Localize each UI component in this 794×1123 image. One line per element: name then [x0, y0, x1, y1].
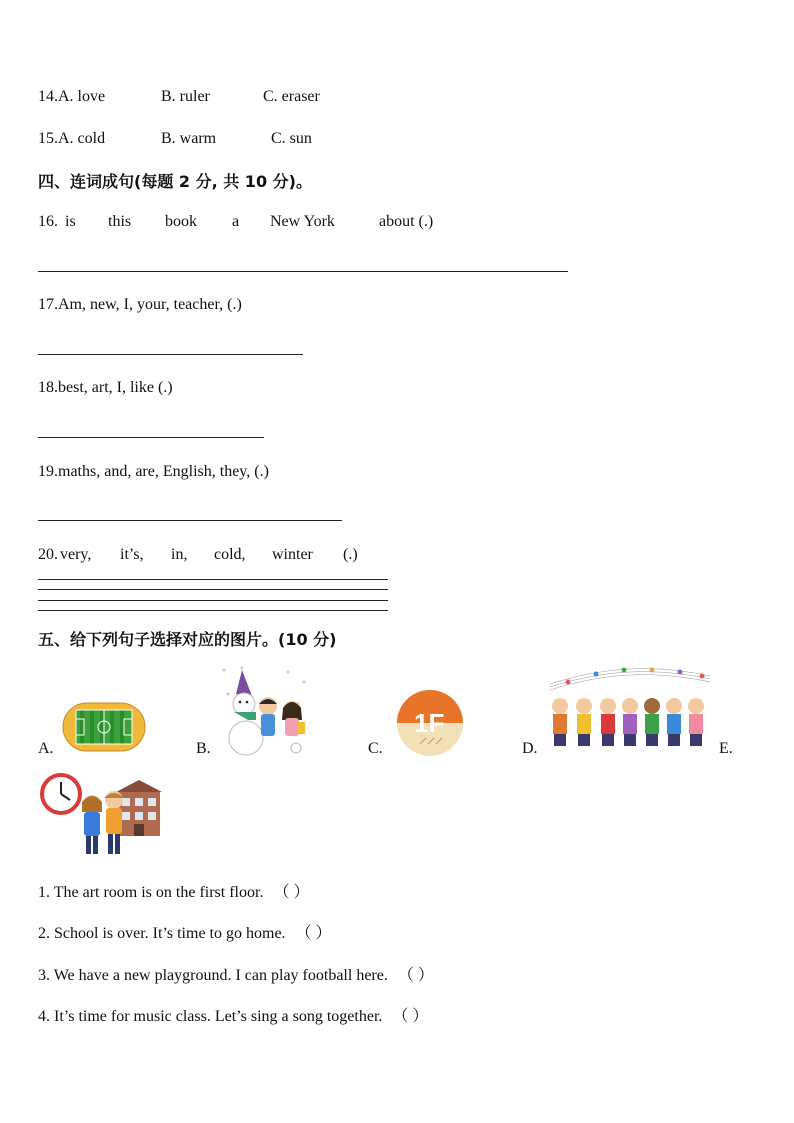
q20-word: very, — [60, 546, 92, 563]
q15-option-a: A. cold — [58, 130, 106, 147]
going-home-image — [40, 772, 162, 858]
q20-word: winter — [272, 546, 313, 563]
q14-row — [38, 88, 105, 106]
q16-word: a — [232, 213, 240, 230]
sentence-text: 1. The art room is on the first floor. — [38, 884, 264, 901]
answer-blank[interactable]: （ ） — [295, 925, 332, 942]
q14-number: 14. — [38, 88, 58, 105]
q20-row — [38, 546, 58, 564]
q16-number: 16. — [38, 213, 58, 230]
q16-word: about (.) — [379, 213, 434, 230]
q15-row — [38, 130, 105, 148]
sentence-text: 3. We have a new playground. I can play football here. — [38, 967, 388, 984]
answer-blank[interactable]: （ ） — [273, 884, 310, 901]
sentence-row — [38, 1003, 428, 1026]
clock-icon — [42, 775, 80, 813]
floor-sign-number: 1F — [414, 708, 445, 738]
section4-title: 四、连词成句(每题 2 分, 共 10 分)。 — [38, 172, 312, 191]
children-singing-image — [546, 662, 714, 756]
q17-text: 17.Am, new, I, your, teacher, (.) — [38, 296, 242, 313]
q16-word: New York — [270, 213, 335, 230]
q20-word: in, — [171, 546, 188, 563]
sentence-row — [38, 962, 434, 985]
music-note-icon — [566, 668, 705, 685]
q14-option-b: B. ruler — [161, 88, 210, 105]
q18-answer-line[interactable] — [38, 437, 264, 438]
option-c-label: C. — [368, 740, 383, 757]
first-floor-sign-image — [394, 690, 466, 756]
q20-word: cold, — [214, 546, 246, 563]
snowman-image — [218, 664, 312, 756]
sentence-row — [38, 879, 309, 902]
option-a-label: A. — [38, 740, 54, 757]
q18-text: 18.best, art, I, like (.) — [38, 379, 173, 396]
q16-row — [38, 213, 58, 231]
q20-number: 20. — [38, 546, 58, 563]
q16-word: book — [165, 213, 197, 230]
section5-title: 五、给下列句子选择对应的图片。(10 分) — [38, 630, 337, 649]
q15-number: 15. — [38, 130, 58, 147]
q20-word: it’s, — [120, 546, 144, 563]
sentence-row — [38, 920, 332, 943]
q20-word: (.) — [343, 546, 358, 563]
option-d-label: D. — [522, 740, 538, 757]
q19-text: 19.maths, and, are, English, they, (.) — [38, 463, 269, 480]
q20-answer-line[interactable] — [38, 610, 388, 611]
q20-answer-line[interactable] — [38, 600, 388, 601]
q17-answer-line[interactable] — [38, 354, 303, 355]
sentence-text: 2. School is over. It’s time to go home. — [38, 925, 286, 942]
q16-word: this — [108, 213, 132, 230]
q14-option-c: C. eraser — [263, 88, 320, 105]
option-e-label: E. — [719, 740, 733, 757]
q15-option-b: B. warm — [161, 130, 217, 147]
q20-answer-line[interactable] — [38, 579, 388, 580]
q15-option-c: C. sun — [271, 130, 312, 147]
q19-answer-line[interactable] — [38, 520, 342, 521]
sentence-text: 4. It’s time for music class. Let’s sing a song together. — [38, 1008, 383, 1025]
option-b-label: B. — [196, 740, 211, 757]
q16-answer-line[interactable] — [38, 271, 568, 272]
q14-option-a: A. love — [58, 88, 106, 105]
answer-blank[interactable]: （ ） — [392, 1008, 429, 1025]
q20-answer-line[interactable] — [38, 589, 388, 590]
answer-blank[interactable]: （ ） — [397, 967, 434, 984]
q16-word: is — [65, 213, 76, 230]
football-field-image — [62, 700, 146, 754]
